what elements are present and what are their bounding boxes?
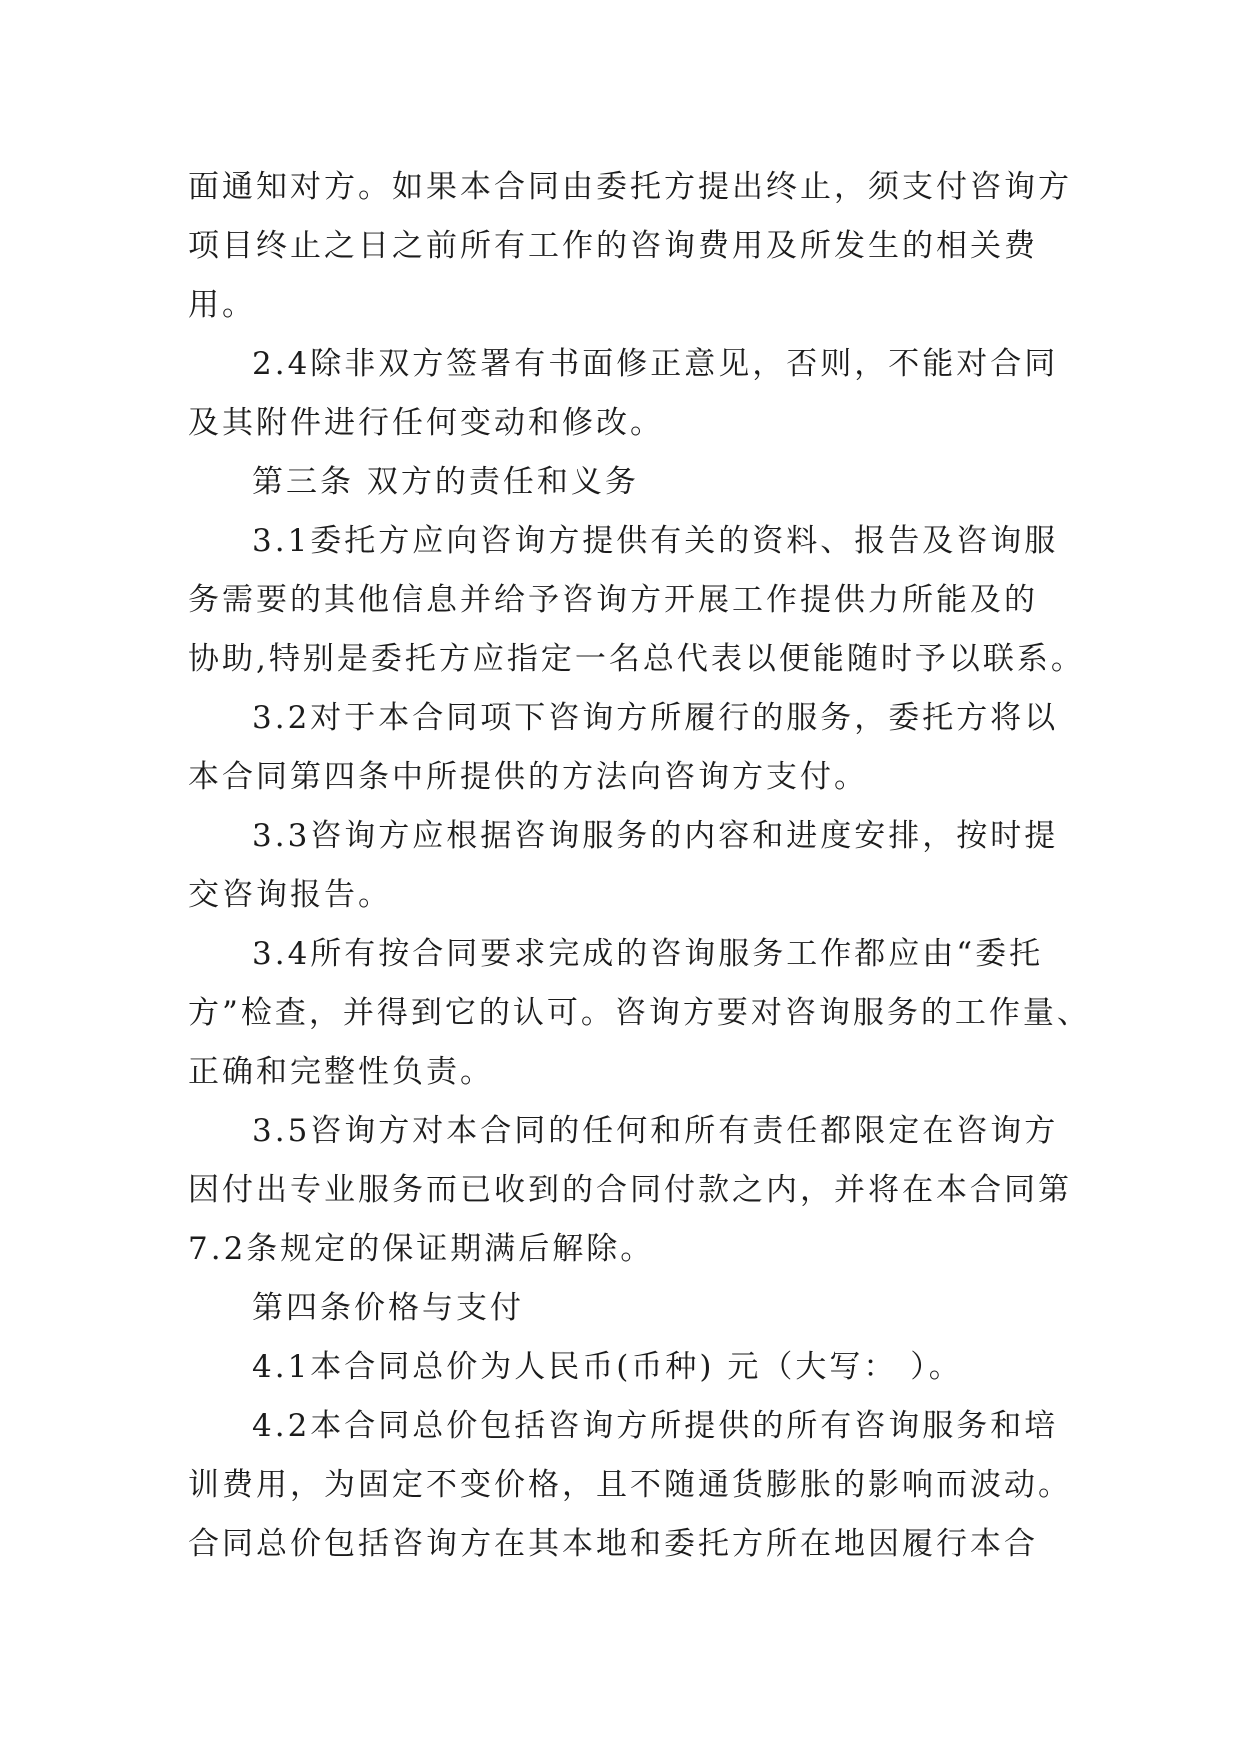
text-line: 项目终止之日之前所有工作的咨询费用及所发生的相关费 [188,228,1038,264]
text-line: 合同总价包括咨询方在其本地和委托方所在地因履行本合 [188,1526,1038,1562]
clause-4-1 [188,1338,1052,1397]
section-heading: 第四条价格与支付 [252,1290,524,1326]
clause-2-4 [188,335,1059,453]
clause-3-1 [188,512,1085,689]
text-line: 面通知对方。如果本合同由委托方提出终止，须支付咨询方 [188,169,1072,205]
text-line: 务需要的其他信息并给予咨询方开展工作提供力所能及的 [188,582,1038,618]
text-line: 7.2条规定的保证期满后解除。 [188,1231,655,1267]
text-line: 3.1委托方应向咨询方提供有关的资料、报告及咨询服 [252,523,1059,559]
text-line: 因付出专业服务而已收到的合同付款之内，并将在本合同第 [188,1172,1072,1208]
clause-3-3 [188,807,1059,925]
text-line: 3.4所有按合同要求完成的咨询服务工作都应由“委托 [252,936,1044,972]
clause-3-4 [188,925,1091,1102]
text-line: 2.4除非双方签署有书面修正意见，否则，不能对合同 [252,346,1059,382]
clause-4-2 [188,1397,1072,1574]
text-line: 方”检查，并得到它的认可。咨询方要对咨询服务的工作量、 [188,995,1091,1031]
text-line: 4.1本合同总价为人民币(币种) 元（大写： ）。 [252,1349,963,1385]
document-body [188,158,1091,1574]
text-line: 3.5咨询方对本合同的任何和所有责任都限定在咨询方 [252,1113,1059,1149]
text-line: 及其附件进行任何变动和修改。 [188,405,664,441]
clause-3-5 [188,1102,1072,1279]
text-line: 交咨询报告。 [188,877,392,913]
section-heading: 第三条 双方的责任和义务 [252,464,639,500]
text-line: 训费用，为固定不变价格，且不随通货膨胀的影响而波动。 [188,1467,1072,1503]
text-line: 3.3咨询方应根据咨询服务的内容和进度安排，按时提 [252,818,1059,854]
text-line: 3.2对于本合同项下咨询方所履行的服务，委托方将以 [252,700,1059,736]
clause-3-2 [188,689,1059,807]
article-3-heading [188,453,1052,512]
text-line: 正确和完整性负责。 [188,1054,494,1090]
paragraph-termination-cont [188,158,1072,335]
text-line: 本合同第四条中所提供的方法向咨询方支付。 [188,759,868,795]
text-line: 用。 [188,287,256,323]
text-line: 4.2本合同总价包括咨询方所提供的所有咨询服务和培 [252,1408,1059,1444]
article-4-heading [188,1279,1052,1338]
text-line: 协助,特别是委托方应指定一名总代表以便能随时予以联系。 [188,641,1085,677]
